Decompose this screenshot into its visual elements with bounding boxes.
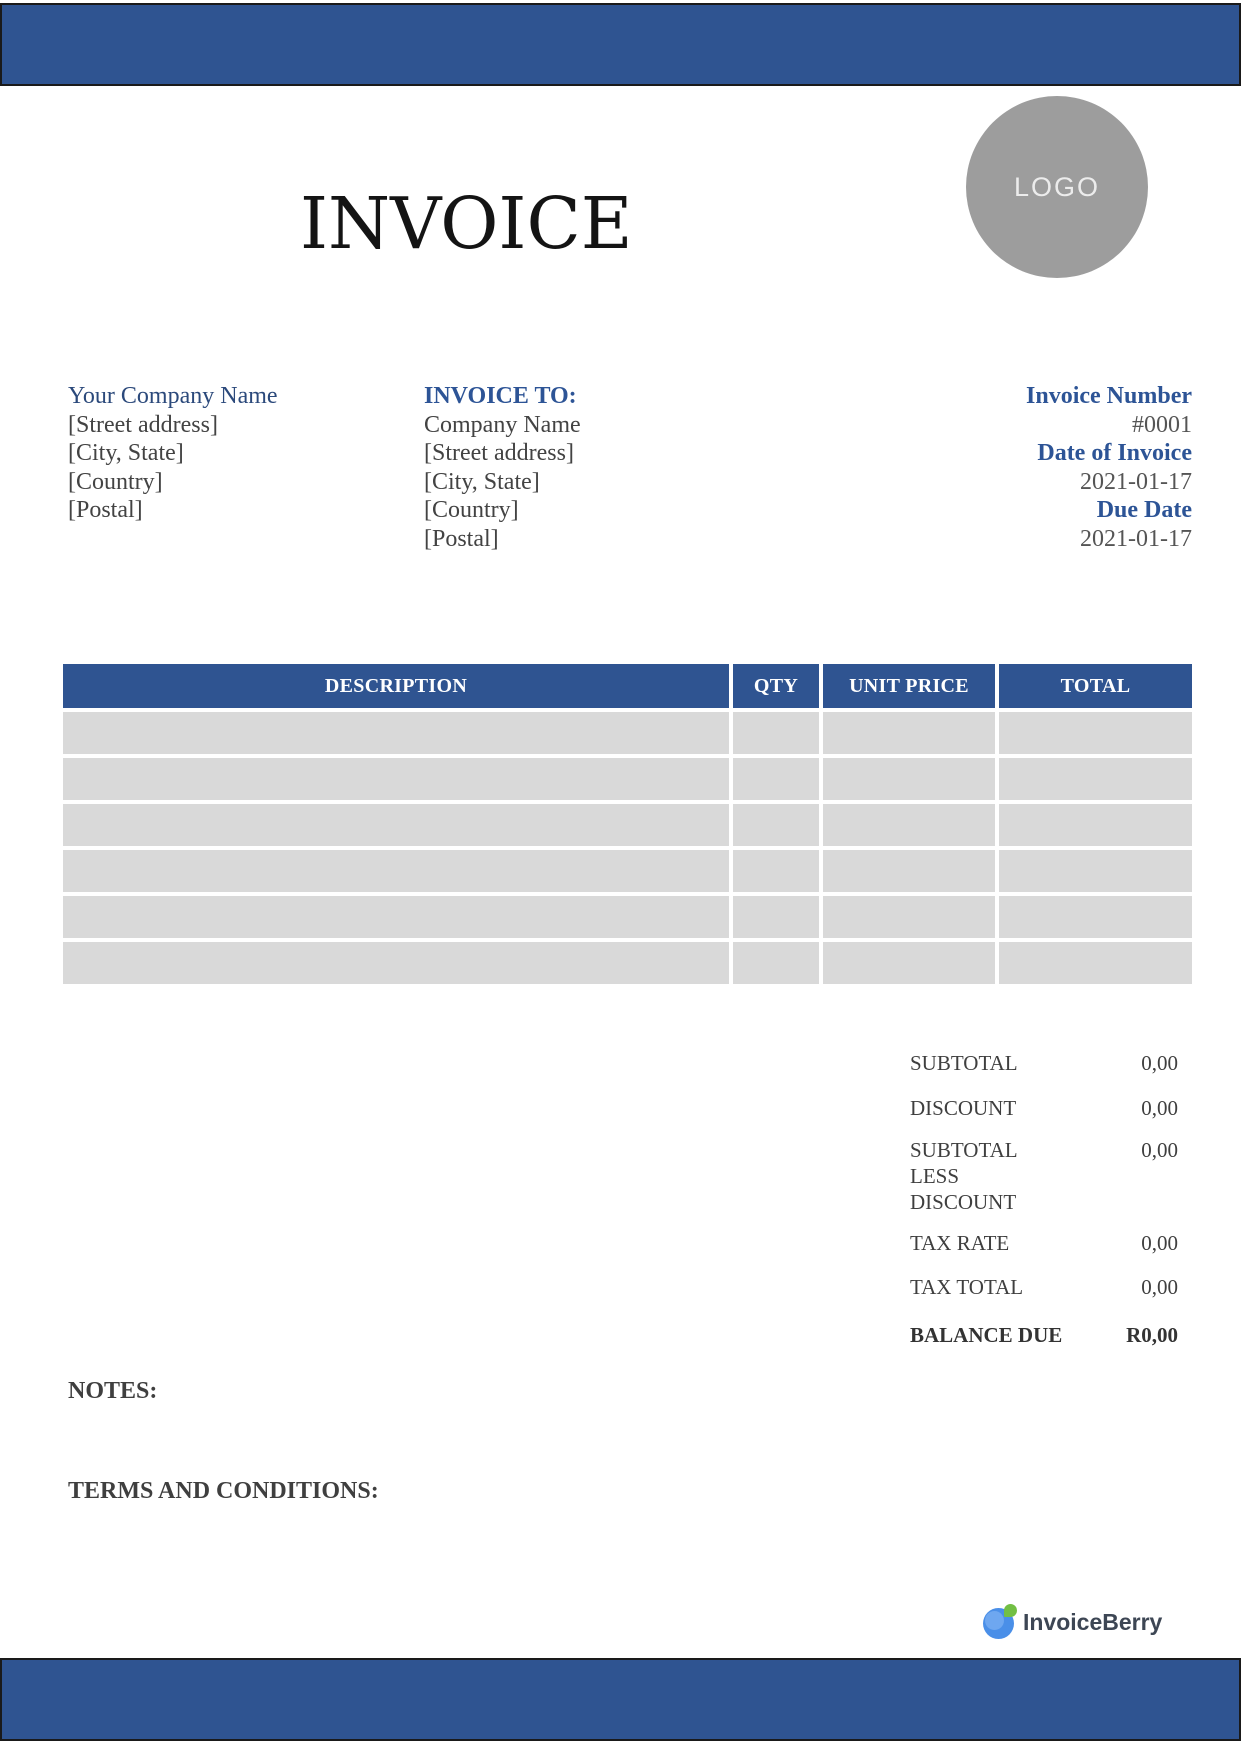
table-cell <box>823 942 995 984</box>
total-label: TAX RATE <box>910 1231 1010 1255</box>
invoice-number-value: #0001 <box>1132 411 1192 438</box>
total-value: 0,00 <box>1141 1138 1178 1162</box>
table-cell <box>823 896 995 938</box>
column-header-description: DESCRIPTION <box>63 664 729 708</box>
total-value: 0,00 <box>1141 1275 1178 1299</box>
column-header-unit-price: UNIT PRICE <box>823 664 995 708</box>
logo-placeholder-text: LOGO <box>1013 171 1101 202</box>
table-cell <box>999 942 1192 984</box>
total-label: SUBTOTAL LESS DISCOUNT <box>910 1138 1017 1214</box>
total-label: SUBTOTAL <box>910 1051 1018 1075</box>
company-block <box>68 382 278 525</box>
table-cell <box>823 712 995 754</box>
table-cell <box>63 712 729 754</box>
page-title: INVOICE <box>300 182 633 265</box>
brand-name: InvoiceBerry <box>1023 1609 1163 1635</box>
client-address-line: Company Name <box>424 411 581 438</box>
table-cell <box>733 712 819 754</box>
table-cell <box>999 896 1192 938</box>
company-address-line: [Street address] <box>68 411 218 438</box>
client-address-line: [City, State] <box>424 468 540 495</box>
column-header-qty: QTY <box>733 664 819 708</box>
invoice-to-heading: INVOICE TO: <box>424 383 577 409</box>
total-label: DISCOUNT <box>910 1096 1017 1120</box>
company-address-line: [City, State] <box>68 440 184 467</box>
table-cell <box>63 758 729 800</box>
company-address-line: [Postal] <box>68 497 143 524</box>
invoice-to-block <box>424 382 581 554</box>
notes-label: NOTES: <box>68 1378 158 1404</box>
balance-due-value: R0,00 <box>1126 1323 1178 1347</box>
table-cell <box>999 804 1192 846</box>
logo-placeholder <box>966 96 1148 278</box>
due-date-label: Due Date <box>1096 497 1192 524</box>
line-items-table <box>63 664 1192 984</box>
leaf-icon <box>1004 1604 1017 1617</box>
date-of-invoice-value: 2021-01-17 <box>1080 468 1192 495</box>
top-accent-bar <box>0 3 1241 86</box>
berry-icon <box>983 1608 1014 1639</box>
totals-row-subtotal-less-discount <box>910 1137 1178 1215</box>
table-cell <box>823 804 995 846</box>
table-cell <box>63 850 729 892</box>
date-of-invoice-label: Date of Invoice <box>1037 440 1192 467</box>
table-cell <box>823 758 995 800</box>
totals-row-discount <box>910 1095 1178 1121</box>
totals-row-tax-rate <box>910 1230 1178 1256</box>
bottom-accent-bar <box>0 1658 1241 1741</box>
table-cell <box>733 804 819 846</box>
balance-due-label: BALANCE DUE <box>910 1323 1063 1347</box>
invoiceberry-logo <box>983 1604 1162 1639</box>
totals-row-subtotal <box>910 1050 1178 1076</box>
total-value: 0,00 <box>1141 1096 1178 1120</box>
due-date-value: 2021-01-17 <box>1080 525 1192 552</box>
table-cell <box>733 896 819 938</box>
table-cell <box>999 712 1192 754</box>
totals-row-balance-due <box>910 1322 1178 1348</box>
column-header-total: TOTAL <box>999 664 1192 708</box>
total-value: 0,00 <box>1141 1051 1178 1075</box>
table-cell <box>999 758 1192 800</box>
invoice-meta-block <box>1026 382 1192 554</box>
table-cell <box>63 804 729 846</box>
table-cell <box>999 850 1192 892</box>
table-cell <box>63 942 729 984</box>
client-address-line: [Street address] <box>424 440 574 467</box>
total-label: TAX TOTAL <box>910 1275 1024 1299</box>
table-cell <box>733 758 819 800</box>
total-value: 0,00 <box>1141 1231 1178 1255</box>
client-address-line: [Postal] <box>424 525 499 552</box>
totals-row-tax-total <box>910 1274 1178 1300</box>
table-cell <box>733 942 819 984</box>
client-address-line: [Country] <box>424 497 519 524</box>
company-name: Your Company Name <box>68 383 278 409</box>
company-address-line: [Country] <box>68 468 163 495</box>
table-cell <box>63 896 729 938</box>
terms-label: TERMS AND CONDITIONS: <box>68 1478 379 1504</box>
invoice-number-label: Invoice Number <box>1026 383 1192 409</box>
table-cell <box>733 850 819 892</box>
table-cell <box>823 850 995 892</box>
